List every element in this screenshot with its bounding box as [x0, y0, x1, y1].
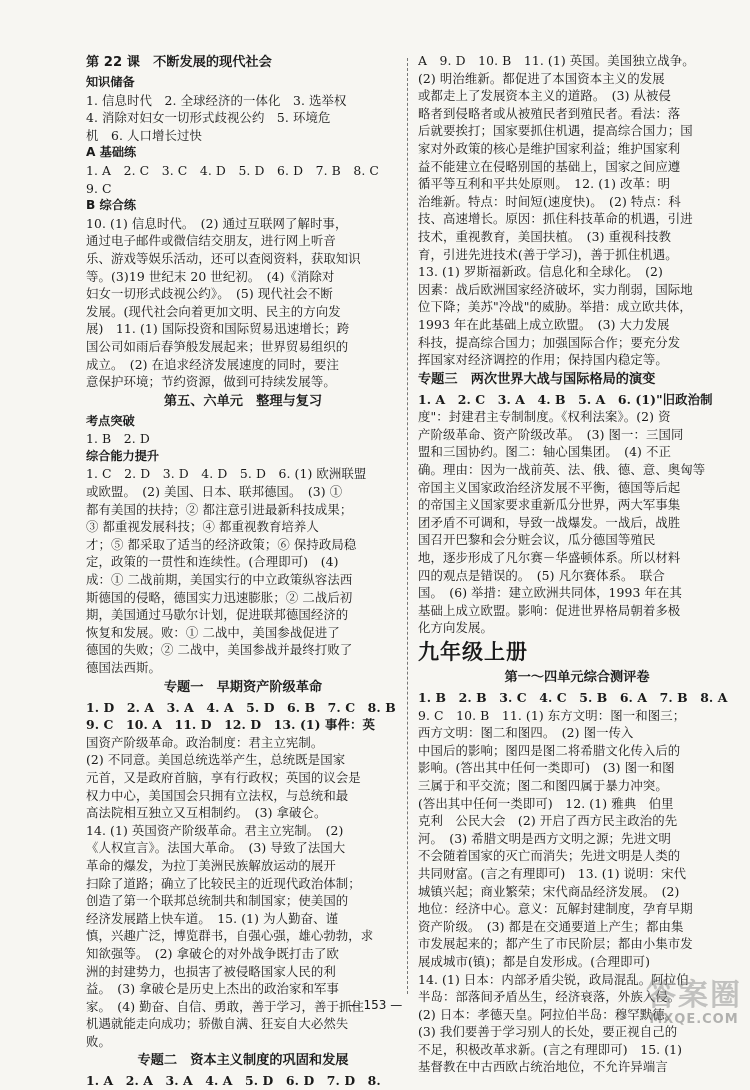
answer-line: 略者到侵略者或从被殖民者到殖民者。看法：落: [418, 105, 681, 121]
watermark-logo: [646, 980, 742, 1028]
answer-line: 机遇就能走向成功；骄傲自满、狂妄自大必然失: [86, 1016, 349, 1032]
answer-line: 洲的封建势力，也损害了被侵略国家人民的利: [86, 963, 336, 979]
answer-line: 乐、游戏等娱乐活动，还可以查阅资料，获取知识: [86, 250, 361, 266]
answer-line: 创造了第一个联邦总统制共和制国家；使美国的: [86, 893, 349, 909]
answer-line: 益不能建立在侵略别国的基础上，国家之间应遵: [418, 158, 681, 174]
answer-line: 《人权宣言》。法国大革命。 (3) 导致了法国大: [86, 840, 346, 856]
section-heading: 专题一 早期资产阶级革命: [163, 679, 323, 695]
subsection-label: 综合能力提升: [86, 448, 160, 463]
answer-line: 家。 (4) 勤奋、自信、勇敢，善于学习，善于抓住: [86, 998, 364, 1014]
answer-line: ③ 都重视发展科技；④ 都重视教育培养人: [86, 519, 319, 535]
answer-line: 国。 (6) 举措：建立欧洲共同体，1993 年在其: [418, 585, 683, 601]
answer-line: (答出其中任何一类即可) 12. (1) 雅典 伯里: [418, 795, 674, 811]
answer-line: 意保护环境；节约资源，做到可持续发展等。: [86, 374, 336, 390]
answer-line: 城镇兴起；商业繁荣；宋代商品经济发展。 (2): [418, 883, 680, 899]
answer-line: 或欧盟。 (2) 美国、日本、联邦德国。 (3) ①: [86, 484, 343, 500]
answer-line: 革命的爆发，为拉丁美洲民族解放运动的展开: [86, 857, 336, 873]
answer-line: 化方向发展。: [418, 620, 493, 636]
answer-line: 才；⑤ 都采取了适当的经济政策；⑥ 保持政局稳: [86, 536, 357, 552]
answer-line: 都有美国的扶持；② 都注意引进最新科技成果；: [86, 501, 353, 517]
answer-line: 1. C 2. D 3. D 4. D 5. D 6. (1) 欧洲联盟: [86, 466, 367, 482]
answer-line: 1. A 2. C 3. C 4. D 5. D 6. D 7. B 8. C: [86, 162, 380, 178]
answer-line: 西方文明：图二和图四。 (2) 图一传入: [418, 725, 634, 741]
answer-line: 13. (1) 罗斯福新政。信息化和全球化。 (2): [418, 264, 663, 280]
answer-line: 四的观点是错误的。 (5) 凡尔赛体系。 联合: [418, 567, 665, 583]
section-heading: 第五、六单元 整理与复习: [163, 393, 323, 409]
answer-line: 因素：战后欧洲国家经济破坏，实力削弱，国际地: [418, 281, 693, 297]
answer-line: 斯德国的侵略，德国实力迅速膨胀；② 二战后初: [86, 589, 353, 605]
subsection-label: 知识储备: [86, 75, 135, 89]
watermark-logo-text: 答案圈: [646, 978, 742, 1013]
watermark-url: MXQE.COM: [649, 1012, 739, 1027]
answer-line: (3) 我们要善于学习别人的长处，要正视自己的: [418, 1024, 678, 1040]
answer-line: 展成城市(镇)；都是自发形成。(合理即可): [418, 953, 651, 969]
answer-line: 发展。(现代社会向着更加文明、民主的方向发: [86, 303, 341, 319]
left-column: [86, 52, 400, 1090]
section-heading: 专题二 资本主义制度的巩固和发展: [137, 1053, 349, 1069]
answer-line: 权力中心，美国国会只拥有立法权，与总统和最: [86, 787, 349, 803]
answer-line: (2) 不同意。美国总统选举产生，总统既是国家: [86, 752, 346, 768]
answer-line: 9. C 10. B 11. (1) 东方文明：图一和图三；: [418, 707, 686, 723]
answer-line: 1. D 2. A 3. A 4. A 5. D 6. B 7. C 8. B: [86, 699, 396, 715]
answer-line: 不足，积极改革求新。(言之有理即可) 15. (1): [418, 1041, 683, 1057]
answer-line: 妇女一切形式歧视公约》。 (5) 现代社会不断: [86, 286, 333, 302]
answer-line: 4. 消除对妇女一切形式歧视公约 5. 环境危: [86, 110, 331, 126]
answer-line: 机 6. 人口增长过快: [86, 127, 202, 143]
answer-line: 育，引进先进技术(善于学习)，善于抓住机遇。: [418, 246, 678, 262]
answer-line: 的帝国主义国家要求重新瓜分世界，两大军事集: [418, 497, 681, 513]
answer-line: 14. (1) 日本：内部矛盾尖锐，政局混乱。阿拉伯: [418, 971, 689, 987]
answer-line: 益。 (3) 拿破仑是历史上杰出的政治家和军事: [86, 981, 340, 997]
answer-line: 1. 信息时代 2. 全球经济的一体化 3. 选举权: [86, 92, 347, 108]
answer-line: 9. C: [86, 180, 112, 196]
column-divider: [407, 58, 408, 994]
answer-line: 定，政策的一贯性和连续性。(合理即可) (4): [86, 554, 339, 570]
answer-line: 不会随着国家的灭亡而消失；先进文明是人类的: [418, 848, 681, 864]
answer-line: 克利 公民大会 (2) 开启了西方民主政治的先: [418, 813, 678, 829]
answer-line: 知欲强等。 (2) 拿破仑的对外战争既打击了欧: [86, 945, 340, 961]
answer-line: 基督教在中古西欧占统治地位，不允许异端言: [418, 1059, 668, 1075]
right-column: [418, 52, 736, 1076]
answer-line: 成立。 (2) 在追求经济发展速度的同时，要注: [86, 356, 340, 372]
answer-line: 9. C 10. A 11. D 12. D 13. (1) 事件：英: [86, 717, 375, 733]
answer-line: 三属于和平交流；图二和图四属于暴力冲突。: [418, 777, 668, 793]
answer-line: 经济发展踏上快车道。 15. (1) 为人勤奋、谨: [86, 910, 339, 926]
subsection-label: B 综合练: [86, 198, 137, 213]
answer-line: 半岛：部落间矛盾丛生，经济衰落，外族入侵。: [418, 989, 681, 1005]
answer-line: 1. B 2. B 3. C 4. C 5. B 6. A 7. B 8. A: [418, 690, 728, 705]
answer-line: 恢复和发展。败：① 二战中，美国参战促进了: [86, 624, 340, 640]
section-heading: 第 22 课 不断发展的现代社会: [86, 55, 272, 70]
answer-line: 科技，提高综合国力；加强国际合作；要充分发: [418, 334, 681, 350]
answer-line: (2) 日本：孝德天皇。阿拉伯半岛：穆罕默德。: [418, 1006, 678, 1022]
answer-line: 元首，又是政府首脑，享有行政权；英国的议会是: [86, 769, 361, 785]
answer-line: 1993 年在此基础上成立欧盟。 (3) 大力发展: [418, 316, 670, 332]
answer-line: 资产阶级。 (3) 都是在交通要道上产生；都由集: [418, 918, 684, 934]
subsection-label: 考点突破: [86, 413, 135, 428]
answer-line: 位下降；美苏"冷战"的威胁。举措：成立欧共体，: [418, 299, 692, 315]
answer-line: 市发展起来的；都产生了市民阶层；都由小集市发: [418, 936, 693, 952]
answer-line: 1. A 2. A 3. A 4. A 5. D 6. D 7. D 8.: [86, 1073, 381, 1089]
answer-line: 确。理由：因为一战前英、法、俄、德、意、奥匈等: [418, 462, 706, 478]
page-number: — 153 —: [347, 998, 403, 1012]
answer-line: 慎，兴趣广泛，博览群书，自强心强，雄心勃勃，求: [86, 928, 374, 944]
answer-line: 中国后的影响；图四是图二将希腊文化传入后的: [418, 742, 681, 758]
answer-line: 成：① 二战前期，美国实行的中立政策纵容法西: [86, 572, 353, 588]
answer-line: A 9. D 10. B 11. (1) 英国。美国独立战争。: [418, 53, 695, 68]
answer-line: 产阶级革命、资产阶级改革。 (3) 图一：三国同: [418, 426, 684, 442]
answer-line: 展) 11. (1) 国际投资和国际贸易迅速增长；跨: [86, 321, 350, 337]
grade-title: 九年级上册: [418, 640, 528, 664]
answer-line: 等。(3)19 世纪末 20 世纪初。 (4)《消除对: [86, 268, 335, 284]
subsection-label: A 基础练: [86, 145, 137, 160]
answer-line: 度"：封建君主专制制度。《权利法案》。(2) 资: [418, 409, 671, 425]
answer-line: 德国法西斯。: [86, 660, 161, 675]
answer-line: 循平等互利和平共处原则。 12. (1) 改革：明: [418, 176, 671, 192]
answer-line: 挥国家对经济调控的作用；保持国内稳定等。: [418, 352, 668, 368]
answer-line: (2) 明治维新。都促进了本国资本主义的发展: [418, 70, 665, 86]
answer-line: 技术，重视教育，美国扶植。 (3) 重视科技教: [418, 228, 672, 244]
answer-line: 扫除了道路；确立了比较民主的近现代政治体制；: [86, 875, 361, 891]
section-heading: 第一～四单元综合测评卷: [504, 670, 650, 685]
answer-line: 通过电子邮件或微信结交朋友，进行网上听音: [86, 233, 336, 249]
answer-line: 帝国主义国家政治经济发展不平衡，德国等后起: [418, 479, 681, 495]
answer-line: 地，逐步形成了凡尔赛－华盛顿体系。所以材料: [418, 550, 681, 566]
answer-line: 治维新。特点：时间短(速度快)。 (2) 特点：科: [418, 193, 681, 209]
section-heading: 专题三 两次世界大战与国际格局的演变: [418, 371, 656, 387]
answer-line: 期，美国通过马歇尔计划，促进联邦德国经济的: [86, 607, 349, 623]
answer-line: 败。: [86, 1033, 111, 1049]
answer-line: 后就要挨打；国家要抓住机遇，提高综合国力；国: [418, 123, 693, 139]
answer-line: 1. A 2. C 3. A 4. B 5. A 6. (1)"旧政治制: [418, 391, 713, 407]
answer-line: 地位：经济中心。意义：瓦解封建制度，孕育早期: [418, 901, 693, 917]
answer-line: 10. (1) 信息时代。 (2) 通过互联网了解时事，: [86, 215, 348, 231]
answer-line: 家对外政策的核心是维护国家利益；维护国家利: [418, 140, 681, 156]
answer-line: 国召开巴黎和会分赃会议，瓜分德国等殖民: [418, 532, 656, 548]
answer-line: 影响。(答出其中任何一类即可) (3) 图一和图: [418, 760, 675, 776]
answer-line: 德国的失败；② 二战中，美国参战并最终打败了: [86, 642, 353, 658]
answer-line: 或都走上了发展资本主义的道路。 (3) 从被侵: [418, 88, 672, 104]
answer-line: 高法院相互独立又互相制约。 (3) 拿破仑。: [86, 805, 327, 821]
answer-line: 基础上成立欧盟。影响：促进世界格局朝着多极: [418, 602, 681, 618]
answer-line: 1. B 2. D: [86, 431, 150, 447]
answer-line: 共同财富。(言之有理即可) 13. (1) 说明：宋代: [418, 865, 687, 881]
answer-line: 国资产阶级革命。政治制度：君主立宪制。: [86, 734, 324, 750]
answer-line: 国公司如雨后春笋般发展起来；世界贸易组织的: [86, 338, 349, 354]
answer-line: 河。 (3) 希腊文明是西方文明之源；先进文明: [418, 830, 672, 846]
answer-line: 盟和三国协约。图二：轴心国集团。 (4) 不正: [418, 444, 672, 460]
answer-line: 团矛盾不可调和，导致一战爆发。一战后，战胜: [418, 514, 681, 530]
answer-line: 14. (1) 英国资产阶级革命。君主立宪制。 (2): [86, 822, 344, 838]
answer-line: 技、高速增长。原因：抓住科技革命的机遇，引进: [418, 211, 693, 227]
